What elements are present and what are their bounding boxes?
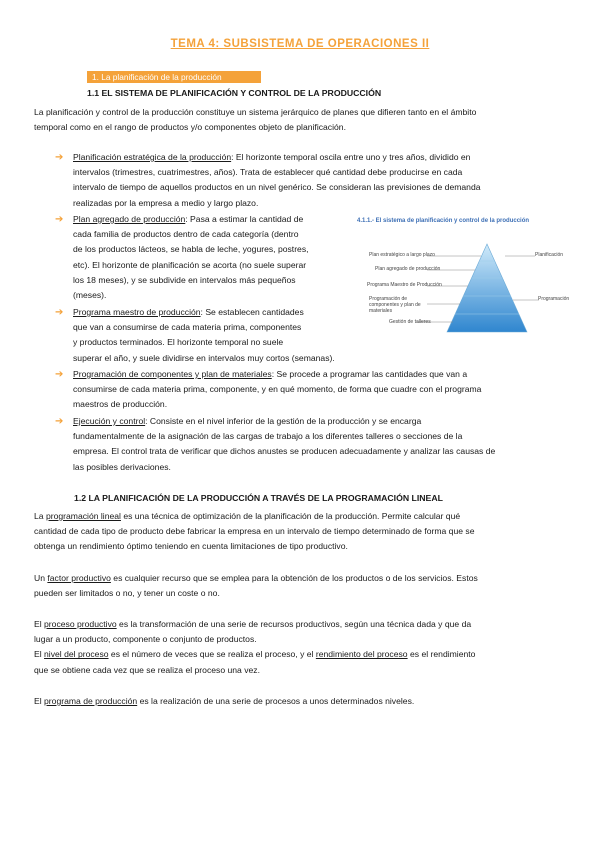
text-line: que se obtiene cada vez que se realiza el proceso una vez. [34,664,260,675]
text: es la realización de una serie de procesos a unos determinados niveles. [137,696,415,706]
text: : Pasa a estimar la cantidad de [185,214,304,224]
text-line: fundamentalmente de la asignación de las cargas de trabajo a los diferentes talleres o secciones de la [73,431,463,442]
arrow-bullet-icon: ➔ [55,152,64,163]
text: : El horizonte temporal oscila entre uno y tres años, dividido en [231,152,471,162]
pyramid-level-label: Gestión de talleres [389,319,431,325]
arrow-bullet-icon: ➔ [55,369,64,380]
text-line: lugar a un producto, componente o conjunto de productos. [34,634,257,645]
paragraph-linear-programming [34,509,564,555]
text-line: las posibles derivaciones. [73,461,171,472]
intro-paragraph [34,105,564,135]
term: Plan agregado de producción [73,214,186,224]
pyramid-side-label-planning: Planificación [535,252,564,258]
paragraph-productive-process [34,617,564,678]
pyramid-level-label: Plan agregado de producción [375,266,441,272]
term: proceso productivo [44,619,117,629]
pyramid-graphic [355,216,565,340]
text: es una técnica de optimización de la planificación de la producción. Permite calcular qué [120,511,461,521]
text: es cualquier recurso que se emplea para la obtención de los productos o de los servicios. Estos [110,573,478,583]
term: Ejecución y control [73,416,146,426]
bullet-strategic-planning [73,150,564,211]
bullet-aggregate-plan [73,212,347,303]
text: es el rendimiento [407,649,476,660]
paragraph-productive-factor [34,571,564,601]
pyramid-figure [355,216,570,340]
text-line: empresa. El control trata de verificar que dichos anustes se producen adecuadamente y analizar las causas de [73,446,496,457]
term: Programa maestro de producción [73,307,201,317]
bullet-master-schedule [73,305,347,366]
text-line: maestros de producción. [73,399,168,410]
pyramid-side-label-programming: Programación [538,296,570,302]
text-line: y productos terminados. El horizonte temporal no suele [73,337,284,348]
term: factor productivo [47,573,111,583]
text: es el número de veces que se realiza el proceso, y el [108,649,316,660]
text: : Consiste en el nivel inferior de la gestión de la producción y se encarga [145,416,422,426]
text-line: realizadas por la empresa a medio y largo plazo. [73,197,259,208]
arrow-bullet-icon: ➔ [55,307,64,318]
text-line: superar el año, y suele dividirse en intervalos muy cortos (semanas). [73,352,335,363]
text-line: etc). El horizonte de planificación se acorta (no suele superar [73,259,307,270]
text-line: La planificación y control de la producción constituye un sistema jerárquico de planes que difieren tanto en el ámbito [34,107,477,117]
text: El [34,619,45,629]
paragraph-production-program [34,694,564,709]
text-line: consumirse de cada materia prima, componente, y en qué momento, de forma que cuadre con el programa [73,384,482,395]
section-heading-1-2: 1.2 LA PLANIFICACIÓN DE LA PRODUCCIÓN A TRAVÉS DE LA PROGRAMACIÓN LINEAL [74,493,443,503]
text-line: cantidad de cada tipo de producto debe fabricar la empresa en un intervalo de tiempo determinado de forma que se [34,526,475,537]
term: programa de producción [44,696,138,706]
section-heading-1-1: 1.1 EL SISTEMA DE PLANIFICACIÓN Y CONTROL DE LA PRODUCCIÓN [87,88,382,98]
bullet-execution-control [73,414,564,475]
text-line: temporal como en el rango de productos y/o componentes objeto de planificación. [34,122,346,133]
text-line: intervalos (trimestres, cuatrimestres, años). Trata de establecer qué cantidad debe producirse en cada [73,167,463,178]
page-title: TEMA 4: SUBSISTEMA DE OPERACIONES II [170,38,430,50]
text-line: intervalo de tiempo de aquellos productos en un nivel genérico. Se consideran las previsiones de demanda [73,182,481,193]
pyramid-shape [447,244,527,332]
term: Programación de componentes y plan de materiales [73,369,272,379]
text-line: los 18 meses), y se subdivide en intervalos más pequeños [73,274,296,285]
text: : Se establecen cantidades [200,307,304,317]
text: es la transformación de una serie de recursos productivos, según una técnica dada y que da [116,619,472,629]
text: : Se procede a programar las cantidades que van a [271,369,468,379]
arrow-bullet-icon: ➔ [55,214,64,225]
text: La [34,511,46,521]
pyramid-level-label: Programación de componentes y plan de materiales [369,296,421,314]
text-line: (meses). [73,290,107,301]
term: Planificación estratégica de la producción [73,152,232,162]
pyramid-level-label: Plan estratégico a largo plazo [369,252,435,258]
term: rendimiento del proceso [315,649,408,660]
text-line: cada familia de productos dentro de cada categoría (dentro [73,229,299,240]
text: Un [34,573,48,583]
text-line: que van a consumirse de cada materia prima, componentes [73,322,302,333]
text-line: pueden ser limitados o no, y tener un coste o no. [34,588,220,599]
text: El [34,649,45,660]
text-line: de los productos lácteos, se habla de leche, yogures, postres, [73,244,309,255]
term: nivel del proceso [44,649,109,660]
term: programación lineal [45,511,121,521]
arrow-bullet-icon: ➔ [55,416,64,427]
figure-title: 4.1.1.- El sistema de planificación y control de la producción [357,218,530,224]
bullet-materials-plan [73,367,564,413]
pyramid-level-label: Programa Maestro de Producción [367,282,442,288]
highlighted-heading: 1. La planificación de la producción [87,71,261,83]
text: El [34,696,45,706]
text-line: obtenga un rendimiento óptimo teniendo en cuenta limitaciones de tipo productivo. [34,541,348,552]
